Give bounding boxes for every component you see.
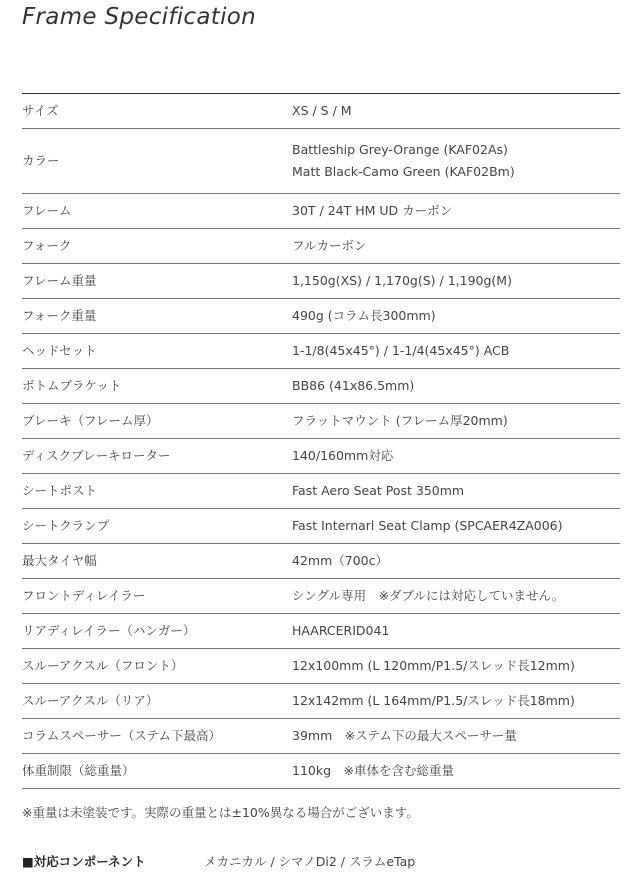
spec-row: [22, 334, 620, 369]
spec-value: [292, 194, 620, 229]
spec-label: フォーク重量: [22, 308, 97, 323]
spec-row: [22, 264, 620, 299]
spec-value-line: 110kg ※車体を含む総重量: [292, 763, 455, 778]
spec-row: [22, 439, 620, 474]
spec-row: [22, 194, 620, 229]
spec-value: [292, 369, 620, 404]
spec-row: [22, 474, 620, 509]
spec-value: [292, 579, 620, 614]
spec-value-line: 12x142mm (L 164mm/P1.5/スレッド長18mm): [292, 693, 575, 708]
spec-row: [22, 684, 620, 719]
spec-label: シートポスト: [22, 483, 98, 498]
spec-value-line: 1-1/8(45x45°) / 1-1/4(45x45°) ACB: [292, 343, 510, 358]
spec-label: シートクランプ: [22, 518, 110, 533]
spec-label: コラムスペーサー（ステム下最高）: [22, 728, 222, 743]
spec-label: フレーム重量: [22, 273, 97, 288]
spec-value: [292, 684, 620, 719]
spec-value-line: Fast Internarl Seat Clamp (SPCAER4ZA006): [292, 518, 563, 533]
spec-value-line: フラットマウント (フレーム厚20mm): [292, 413, 508, 428]
spec-label: フレーム: [22, 203, 72, 218]
spec-row: [22, 579, 620, 614]
spec-value: [292, 129, 620, 194]
spec-row: [22, 719, 620, 754]
spec-value: [292, 649, 620, 684]
spec-label: カラー: [22, 153, 60, 168]
spec-value: [292, 94, 620, 129]
spec-value: [292, 474, 620, 509]
spec-row: [22, 509, 620, 544]
spec-value-line: BB86 (41x86.5mm): [292, 378, 415, 393]
spec-label: フォーク: [22, 238, 72, 253]
spec-value: [292, 439, 620, 474]
spec-label: スルーアクスル（リア）: [22, 693, 159, 708]
spec-row: [22, 229, 620, 264]
spec-value: [292, 754, 620, 789]
spec-value: [292, 614, 620, 649]
spec-label: サイズ: [22, 103, 59, 118]
spec-label: ディスクブレーキローター: [22, 448, 171, 463]
spec-label: ヘッドセット: [22, 343, 97, 358]
spec-row: [22, 649, 620, 684]
spec-value: [292, 544, 620, 579]
spec-label: フロントディレイラー: [22, 588, 146, 603]
spec-value-line: 12x100mm (L 120mm/P1.5/スレッド長12mm): [292, 658, 575, 673]
spec-value-line: 490g (コラム長300mm): [292, 308, 436, 323]
compatibility-value: メカニカル / シマノDi2 / スラムeTap: [204, 854, 416, 869]
spec-value: [292, 264, 620, 299]
spec-value-line: 39mm ※ステム下の最大スペーサー量: [292, 728, 517, 743]
spec-value-line: 30T / 24T HM UD カーボン: [292, 203, 453, 218]
spec-label: 体重制限（総重量）: [22, 763, 135, 778]
compatibility-row: [22, 852, 415, 870]
spec-value-line: フルカーボン: [292, 238, 367, 253]
spec-row: [22, 94, 620, 129]
spec-value: [292, 509, 620, 544]
spec-label: スルーアクスル（フロント）: [22, 658, 184, 673]
spec-value: [292, 229, 620, 264]
spec-value-line: XS / S / M: [292, 103, 352, 118]
spec-value-line: 42mm（700c）: [292, 553, 388, 568]
spec-label: 最大タイヤ幅: [22, 553, 97, 568]
spec-table-body: [22, 94, 620, 789]
spec-value-line: Battleship Grey-Orange (KAF02As): [292, 142, 508, 157]
spec-value: [292, 719, 620, 754]
spec-row: [22, 754, 620, 789]
spec-value-line: Matt Black-Camo Green (KAF02Bm): [292, 164, 515, 179]
spec-row: [22, 299, 620, 334]
spec-row: [22, 404, 620, 439]
spec-label: リアディレイラー（ハンガー）: [22, 623, 196, 638]
spec-value-line: 1,150g(XS) / 1,170g(S) / 1,190g(M): [292, 273, 512, 288]
spec-table: [22, 93, 620, 789]
spec-value-line: 140/160mm対応: [292, 448, 394, 463]
spec-value: [292, 404, 620, 439]
spec-value-line: Fast Aero Seat Post 350mm: [292, 483, 465, 498]
spec-label: ボトムブラケット: [22, 378, 122, 393]
spec-row: [22, 614, 620, 649]
spec-value: [292, 299, 620, 334]
compatibility-label: ■対応コンポーネント: [22, 854, 146, 869]
spec-row: [22, 544, 620, 579]
spec-label: ブレーキ（フレーム厚）: [22, 413, 159, 428]
spec-value: [292, 334, 620, 369]
spec-row: [22, 369, 620, 404]
spec-row: [22, 129, 620, 194]
weight-note: ※重量は未塗装です。実際の重量とは±10%異なる場合がございます。: [22, 805, 419, 820]
spec-value-line: HAARCERID041: [292, 623, 390, 638]
spec-value-line: シングル専用 ※ダブルには対応していません。: [292, 588, 565, 603]
page-title: Frame Specification: [22, 4, 257, 30]
